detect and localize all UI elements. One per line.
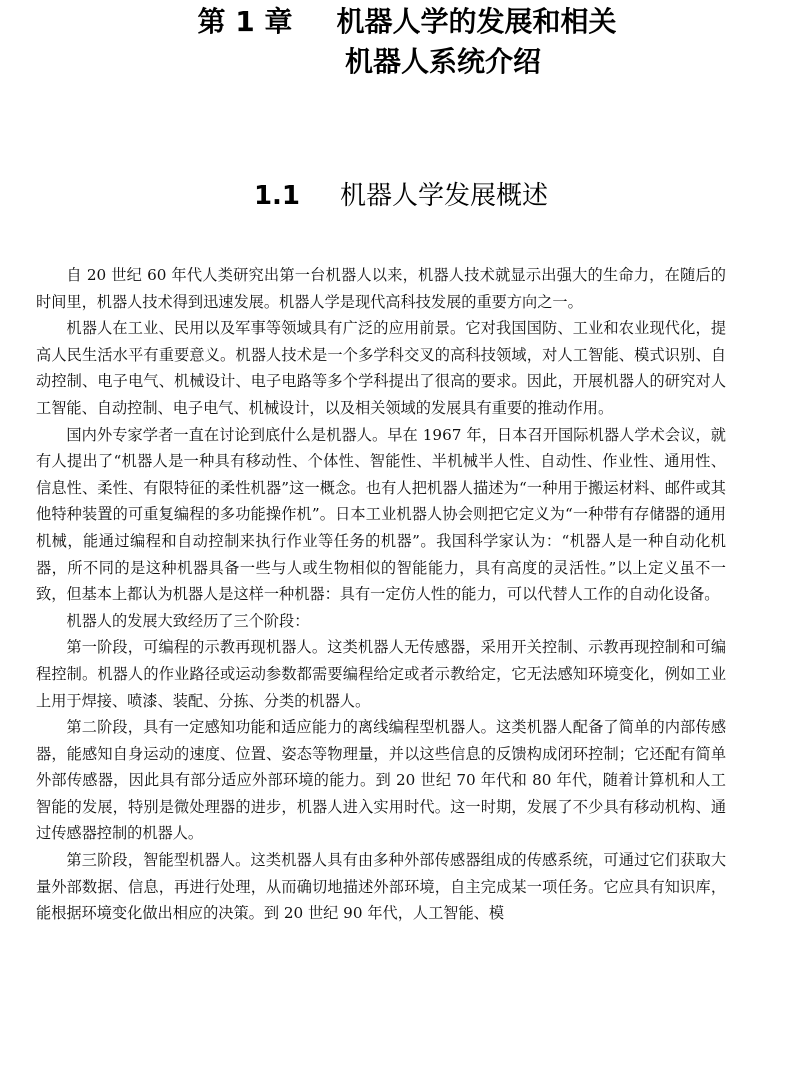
paragraph: 机器人的发展大致经历了三个阶段： [66,611,310,630]
section-heading [0,176,790,216]
paragraph: 第二阶段，具有一定感知功能和适应能力的离线编程型机器人。这类机器人配备了简单的内部传感器，能感知自身运动的速度、位置、姿态等物理量，并以这些信息的反馈构成闭环控制；它还配有简单外部传感器，因此具有部分适应外部环境的能力。到 20 世纪 70 年代和 80 年代，随着计算机和人工智能的发展，特别是微处理器的进步，机器人进入实用时代。这一时期，发展了不少具有移动机构、通过传感器控制的机器人。 [36,718,726,843]
section-title-text: 机器人学发展概述 [340,181,549,211]
paragraph: 机器人在工业、民用以及军事等领域具有广泛的应用前景。它对我国国防、工业和农业现代化，提高人民生活水平有重要意义。机器人技术是一个多学科交叉的高科技领域，对人工智能、模式识别、自动控制、电子电气、机械设计、电子电路等多个学科提出了很高的要求。因此，开展机器人的研究对人工智能、自动控制、电子电气、机械设计，以及相关领域的发展具有重要的推动作用。 [36,319,726,417]
paragraph: 国内外专家学者一直在讨论到底什么是机器人。早在 1967 年，日本召开国际机器人学术会议，就有人提出了“机器人是一种具有移动性、个体性、智能性、半机械半人性、自动性、作业性、通用性、信息性、柔性、有限特征的柔性机器”这一概念。也有人把机器人描述为“一种用于搬运材料、邮件或其他特种装置的可重复编程的多功能操作机”。日本工业机器人协会则把它定义为“一种带有存储器的通用机械，能通过编程和自动控制来执行作业等任务的机器”。我国科学家认为：“机器人是一种自动化机器，所不同的是这种机器具备一些与人或生物相似的智能能力，具有高度的灵活性。”以上定义虽不一致，但基本上都认为机器人是这样一种机器：具有一定仿人性的能力，可以代替人工作的自动化设备。 [36,425,726,604]
section-number: 1.1 [253,181,301,211]
paragraph: 自 20 世纪 60 年代人类研究出第一台机器人以来，机器人技术就显示出强大的生命力，在随后的时间里，机器人技术得到迅速发展。机器人学是现代高科技发展的重要方向之一。 [36,266,726,311]
paragraph: 第一阶段，可编程的示教再现机器人。这类机器人无传感器，采用开关控制、示教再现控制和可编程控制。机器人的作业路径或运动参数都需要编程给定或者示教给定，它无法感知环境变化，例如工业上用于焊接、喷漆、装配、分拣、分类的机器人。 [36,638,726,710]
chapter-title-line2: 机器人系统介绍 [344,45,541,78]
paragraph: 第三阶段，智能型机器人。这类机器人具有由多种外部传感器组成的传感系统，可通过它们获取大量外部数据、信息，再进行处理，从而确切地描述外部环境，自主完成某一项任务。它应具有知识库，能根据环境变化做出相应的决策。到 20 世纪 90 年代，人工智能、模 [36,851,726,923]
body-text [36,262,726,927]
chapter-title-line1 [0,2,790,42]
chapter-title [0,2,790,82]
chapter-number: 第 1 章 [197,5,293,38]
chapter-title-text1: 机器人学的发展和相关 [336,5,617,38]
